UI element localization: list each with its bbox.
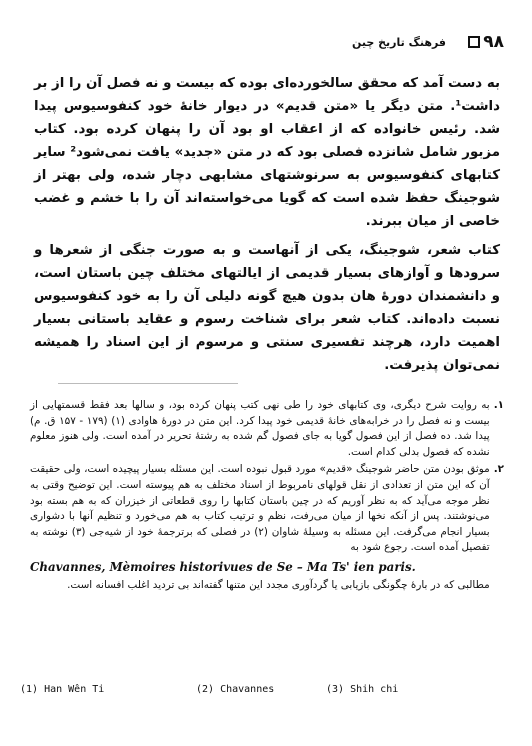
footnote-1 [30,398,504,460]
reference-2: (2) Chavannes [196,684,275,695]
footnote-marker: ۲. [493,463,504,476]
footnote-marker: ۱. [493,399,504,411]
footnote-text-continued: مطالبی که در بارهٔ چگونگی بازیابی یا گردآوری مجدد این متنها گفته‌اند بی تردید اغلب افسانه است. [67,578,490,591]
footnote-separator [58,383,238,384]
paragraph-1: به دست آمد که محقق سالخورده‌ای بوده که بیست و نه فصل آن را از بر داشت¹. متن دیگر یا «متن قدیم» در دیوار خانهٔ خود کنفوسیوس پیدا شد. رئیس خانواده که از اعقاب او بود آن را پنهان کرده بود. کتاب مزبور شامل شانزده فصلی بود که در متن «جدید» یافت نمی‌شود² سایر کتابهای کنفوسیوس به سرنوشتهای مشابهی دچار شده، ولی بهتر از شوجینگ حفظ شده است که گویا می‌خواسته‌اند آن را با خشم و غضب خاصی از میان ببرند. [34,76,500,229]
page-number-text: ۹۸ [483,32,504,52]
reference-3: (3) Shih chi [326,684,399,695]
footnote-2 [30,462,504,593]
footnotes [30,398,504,595]
latin-citation: Chavannes, Mèmoires historivues de Se – Ma Ts' ien paris. [30,559,416,574]
page-header [20,28,510,54]
paragraph-2: کتاب شعر، شوجینگ، یکی از آنهاست و به صورت جنگی از شعرها و سرودها و آوازهای بسیار قدیمی از ایالتهای مختلف چین باستان است، و دانشمندان دورهٔ هان بدون هیچ گونه دلیلی آن را به خود کنفوسیوس نسبت داده‌اند. کتاب شعر برای شناخت رسوم و عقاید باستانی بسیار اهمیت دارد، هرچند تفسیری سنتی و مرسوم از این اسناد را همیشه نمی‌توان پذیرفت. [34,243,500,373]
running-title: فرهنگ تاریخ چین [351,36,446,49]
main-text [34,72,500,383]
page-number [468,32,504,52]
reference-1: (1) Han Wên Ti [20,684,105,695]
footnote-body [30,462,490,593]
footnote-text: موثق بودن متن حاضر شوجینگ «قدیم» مورد قبول نبوده است. این مسئله بسیار پیچیده است، ولی حقیقت آن که این متن از تعدادی از نقل قولهای نامربوط از اسناد مختلف به هم پیوسته است. این توضیح وقتی به نظر موجه می‌آید که به نظر آوریم که در چین باستان کتابها را روی قطعاتی از خیزران که به هم بسته بود می‌نوشتند. پس از آنکه نخها از میان می‌رفت، نظم و ترتیب کتاب به هم می‌خورد و تنظیم آنها با دشواری بسیار انجام می‌گرفت. این مسئله به وسیلهٔ شاوان (۲) در فصلی که برترجمهٔ خود از شیه‌جی (۳) نوشته به تفصیل آمده است. رجوع شود به [30,463,490,554]
page-marker-square-icon [468,36,480,48]
footnote-text: به روایت شرح دیگری، وی کتابهای خود را طی نهی کتب پنهان کرده بود، و سالها بعد فقط قسمتهایی از بیست و نه فصل را در خرابه‌های خانهٔ قدیمی خود پیدا کرد. این متن در دورهٔ هاوادی (۱) (۱۷۹ - ۱۵۷ ق. م) پیدا شد. ده فصل از این فصول گویا به جای فصول گم شده به رشتهٔ تحریر در آمده است. ولی هنوز معلوم نشده که فصول بدلی کدام است. [30,399,490,458]
